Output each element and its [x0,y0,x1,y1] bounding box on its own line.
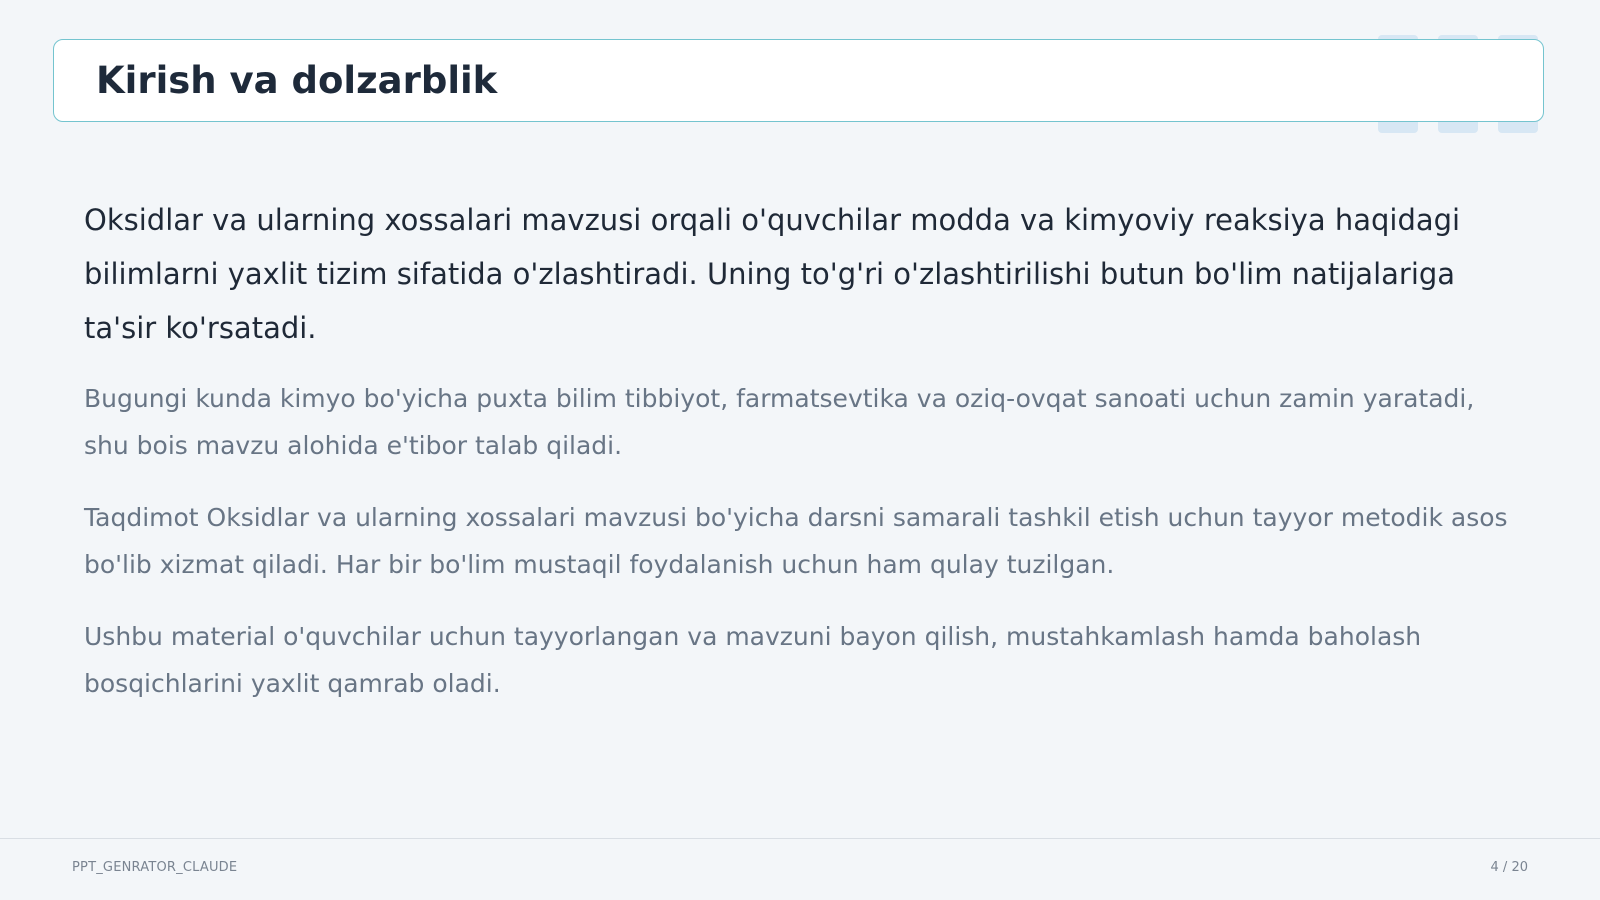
page-number: 4 / 20 [1490,860,1528,875]
title-box [53,39,1544,122]
body-paragraph: Taqdimot Oksidlar va ularning xossalari mavzusi bo'yicha darsni samarali tashkil etish uchun tayyor metodik asos bo'lib xizmat qiladi. Har bir bo'lim mustaqil foydalanish uchun ham qulay tuzilgan. [84,503,1508,579]
slide-content [84,193,1524,732]
slide-title: Kirish va dolzarblik [96,59,498,102]
footer-divider [0,838,1600,839]
lead-paragraph: Oksidlar va ularning xossalari mavzusi orqali o'quvchilar modda va kimyoviy reaksiya haqidagi bilimlarni yaxlit tizim sifatida o'zlashtiradi. Uning to'g'ri o'zlashtirilishi butun bo'lim natijalariga ta'sir ko'rsatadi. [84,203,1461,345]
body-paragraph: Ushbu material o'quvchilar uchun tayyorlangan va mavzuni bayon qilish, mustahkamlash hamda baholash bosqichlarini yaxlit qamrab oladi. [84,622,1422,698]
footer-brand: PPT_GENRATOR_CLAUDE [72,860,238,875]
body-paragraph: Bugungi kunda kimyo bo'yicha puxta bilim tibbiyot, farmatsevtika va oziq-ovqat sanoati uchun zamin yaratadi, shu bois mavzu alohida e'tibor talab qiladi. [84,384,1475,460]
